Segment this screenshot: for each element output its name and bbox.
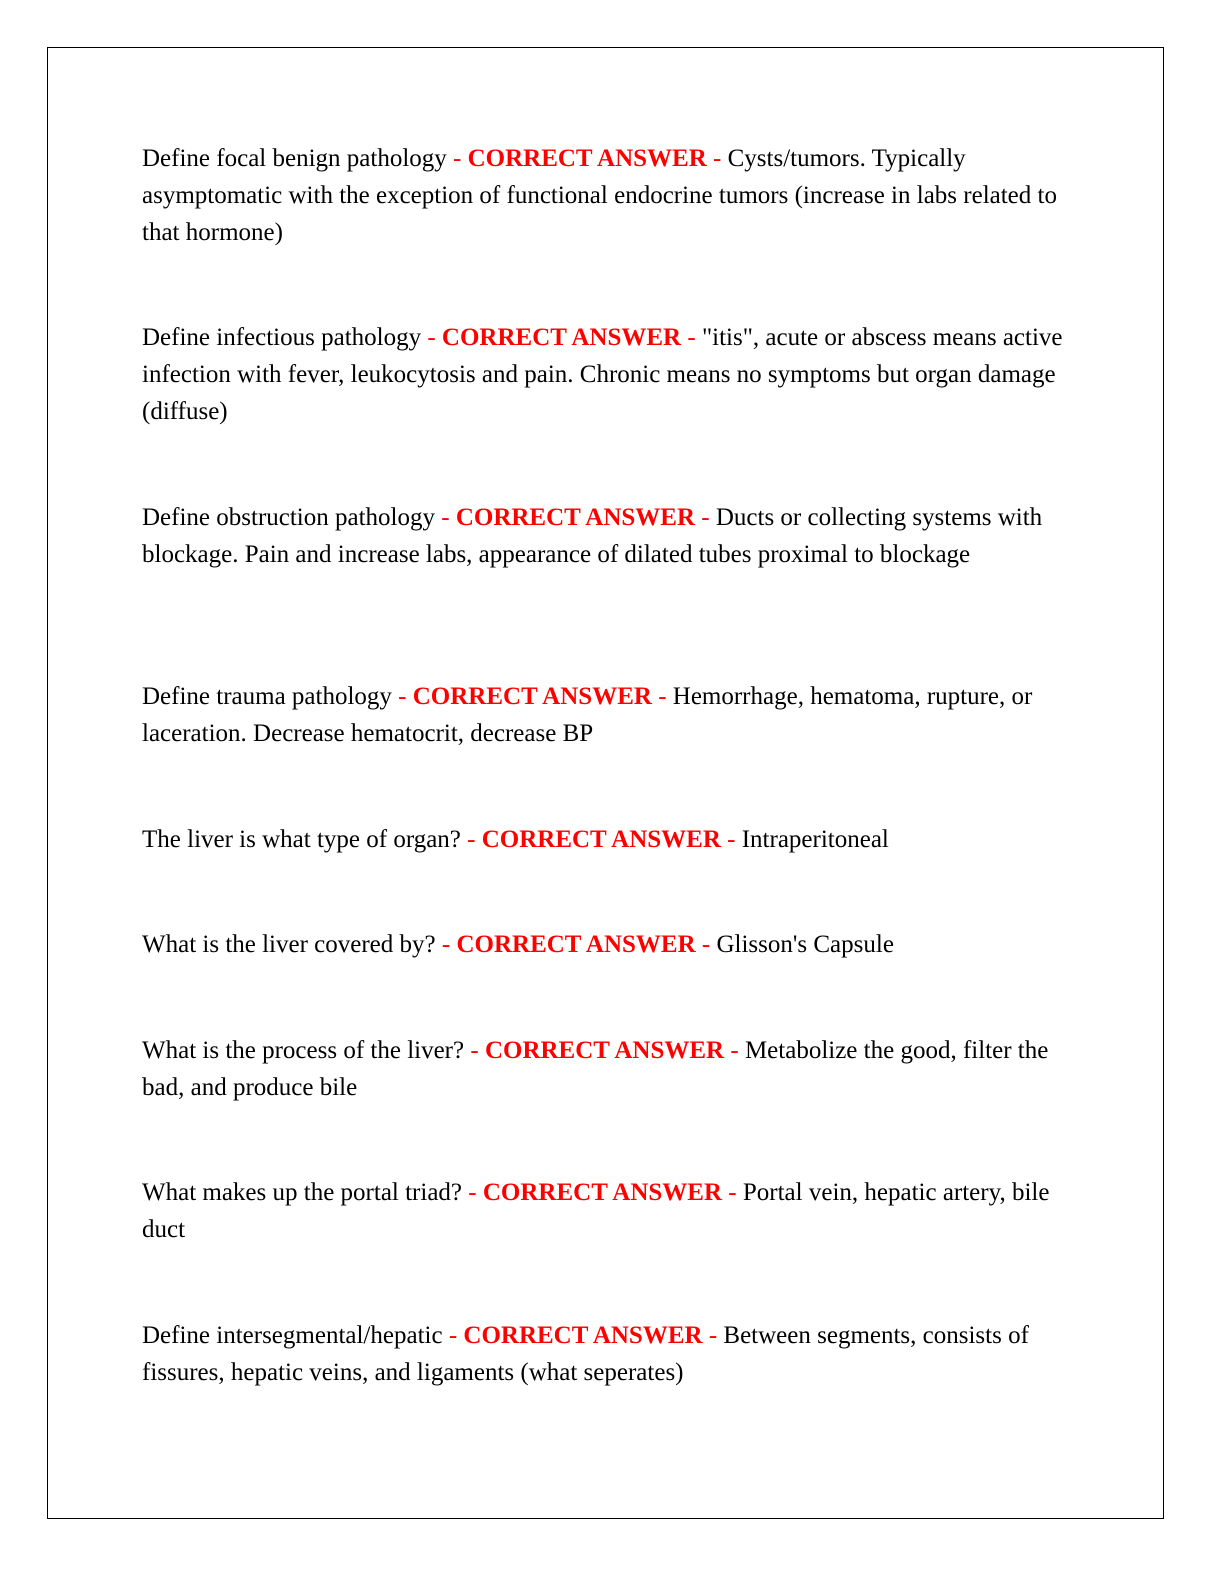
qa-item bbox=[142, 1174, 1072, 1248]
separator: - bbox=[441, 504, 450, 531]
answer-text: Intraperitoneal bbox=[741, 826, 889, 853]
correct-answer-label: CORRECT ANSWER bbox=[484, 1037, 725, 1064]
question-text: Define intersegmental/hepatic bbox=[142, 1322, 443, 1349]
answer-text: Portal vein, hepatic artery, bile duct bbox=[142, 1179, 1050, 1243]
correct-answer-label: CORRECT ANSWER bbox=[441, 324, 682, 351]
separator: - bbox=[687, 324, 696, 351]
separator: - bbox=[728, 1179, 737, 1206]
answer-text: "itis", acute or abscess means active infection with fever, leukocytosis and pain. Chronic means no symptoms but organ damage (diffuse) bbox=[142, 324, 1063, 425]
qa-item bbox=[142, 140, 1072, 251]
separator: - bbox=[453, 145, 462, 172]
correct-answer-label: CORRECT ANSWER bbox=[482, 1179, 723, 1206]
correct-answer-label: CORRECT ANSWER bbox=[455, 504, 696, 531]
separator: - bbox=[467, 826, 476, 853]
answer-text: Metabolize the good, filter the bad, and produce bile bbox=[142, 1037, 1049, 1101]
separator: - bbox=[727, 826, 736, 853]
question-text: Define focal benign pathology bbox=[142, 145, 447, 172]
question-text: What is the process of the liver? bbox=[142, 1037, 465, 1064]
separator: - bbox=[730, 1037, 739, 1064]
separator: - bbox=[448, 1322, 458, 1349]
correct-answer-label: CORRECT ANSWER bbox=[467, 145, 707, 172]
correct-answer-label: CORRECT ANSWER bbox=[463, 1322, 703, 1349]
qa-item bbox=[142, 1317, 1072, 1391]
answer-text: Ducts or collecting systems with blockage. Pain and increase labs, appearance of dilated tubes proximal to blockage bbox=[142, 504, 1043, 568]
question-text: What is the liver covered by? bbox=[142, 931, 436, 958]
separator: - bbox=[470, 1037, 479, 1064]
qa-item bbox=[142, 499, 1072, 573]
separator: - bbox=[713, 145, 722, 172]
separator: - bbox=[701, 504, 710, 531]
qa-item bbox=[142, 319, 1072, 430]
qa-item bbox=[142, 821, 1072, 858]
separator: - bbox=[708, 1322, 718, 1349]
correct-answer-label: CORRECT ANSWER bbox=[412, 683, 652, 710]
qa-item bbox=[142, 678, 1072, 752]
question-text: Define trauma pathology bbox=[142, 683, 392, 710]
answer-text: Between segments, consists of fissures, hepatic veins, and ligaments (what seperates) bbox=[142, 1322, 1029, 1386]
question-text: Define obstruction pathology bbox=[142, 504, 435, 531]
separator: - bbox=[468, 1179, 477, 1206]
qa-item bbox=[142, 1032, 1072, 1106]
separator: - bbox=[441, 931, 451, 958]
correct-answer-label: CORRECT ANSWER bbox=[481, 826, 721, 853]
question-text: What makes up the portal triad? bbox=[142, 1179, 463, 1206]
question-text: Define infectious pathology bbox=[142, 324, 422, 351]
page-border bbox=[47, 47, 1164, 1519]
answer-text: Cysts/tumors. Typically asymptomatic with the exception of functional endocrine tumors (increase in labs related to that hormone) bbox=[142, 145, 1057, 246]
separator: - bbox=[398, 683, 407, 710]
correct-answer-label: CORRECT ANSWER bbox=[456, 931, 696, 958]
separator: - bbox=[658, 683, 667, 710]
separator: - bbox=[427, 324, 436, 351]
separator: - bbox=[701, 931, 711, 958]
qa-item bbox=[142, 926, 1072, 963]
answer-text: Hemorrhage, hematoma, rupture, or laceration. Decrease hematocrit, decrease BP bbox=[142, 683, 1033, 747]
question-text: The liver is what type of organ? bbox=[142, 826, 461, 853]
answer-text: Glisson's Capsule bbox=[716, 931, 894, 958]
